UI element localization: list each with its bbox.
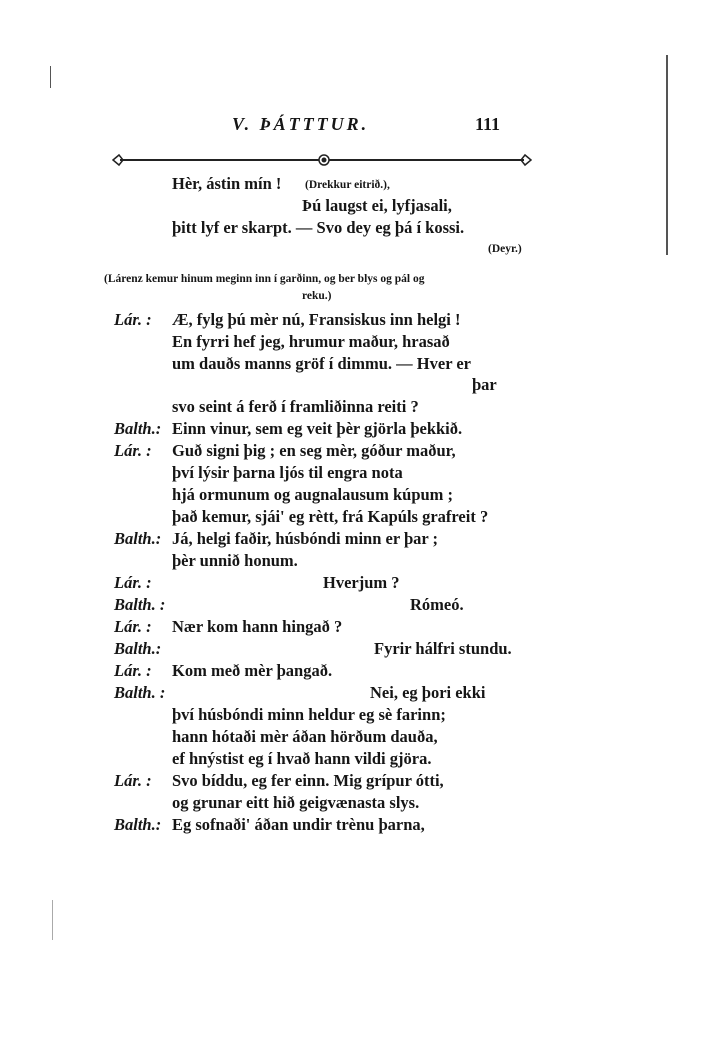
verse-line: Eg sofnaði' áðan undir trènu þarna, <box>172 815 425 834</box>
speaker-label: Lár. : <box>114 573 152 592</box>
speaker-label: Lár. : <box>114 771 152 790</box>
verse-line: Hverjum ? <box>323 573 400 592</box>
verse-line: Nær kom hann hingað ? <box>172 617 343 636</box>
verse-line: því húsbóndi minn heldur eg sè farinn; <box>172 705 446 724</box>
stage-direction: (Drekkur eitrið.), <box>305 179 390 191</box>
verse-line: Nei, eg þori ekki <box>370 683 486 702</box>
speaker-label: Balth.: <box>114 815 162 834</box>
speaker-label: Lár. : <box>114 617 152 636</box>
verse-line: og grunar eitt hið geigvænasta slys. <box>172 793 420 812</box>
verse-line: Þú laugst ei, lyfjasali, <box>302 196 452 215</box>
scan-mark-left-bottom <box>52 900 53 940</box>
verse-line: Hèr, ástin mín ! <box>172 174 282 193</box>
verse-line: hann hótaði mèr áðan hörðum dauða, <box>172 727 438 746</box>
speaker-label: Balth. : <box>114 683 166 702</box>
verse-line: Einn vinur, sem eg veit þèr gjörla þekkið. <box>172 419 463 438</box>
verse-line: Kom með mèr þangað. <box>172 661 333 680</box>
verse-line: Guð signi þig ; en seg mèr, góður maður, <box>172 441 456 460</box>
verse-line: þar <box>472 375 497 394</box>
speaker-label: Lár. : <box>114 661 152 680</box>
ornamental-rule <box>112 152 532 168</box>
verse-line: svo seint á ferð í framliðinna reiti ? <box>172 397 419 416</box>
verse-line: Rómeó. <box>410 595 464 614</box>
verse-line: Já, helgi faðir, húsbóndi minn er þar ; <box>172 529 439 548</box>
speaker-label: Lár. : <box>114 310 152 329</box>
verse-line: það kemur, sjái' eg rètt, frá Kapúls grafreit ? <box>172 507 489 526</box>
running-header: V. ÞÁTTTUR. <box>232 114 370 134</box>
verse-line: hjá ormunum og augnalausum kúpum ; <box>172 485 454 504</box>
verse-line: ef hnýstist eg í hvað hann vildi gjöra. <box>172 749 432 768</box>
verse-line: Svo bíddu, eg fer einn. Mig grípur ótti, <box>172 771 444 790</box>
verse-line: þèr unnið honum. <box>172 551 298 570</box>
speaker-label: Balth.: <box>114 529 162 548</box>
scan-mark-right <box>666 55 668 255</box>
page-number: 111 <box>475 114 501 134</box>
stage-direction: (Deyr.) <box>488 243 522 255</box>
verse-line: Fyrir hálfri stundu. <box>374 639 512 658</box>
stage-direction: reku.) <box>302 290 332 302</box>
speaker-label: Balth.: <box>114 639 162 658</box>
speaker-label: Balth. : <box>114 595 166 614</box>
stage-direction: (Lárenz kemur hinum meginn inn í garðinn, og ber blys og pál og <box>104 273 425 285</box>
verse-line: því lýsir þarna ljós til engra nota <box>172 463 403 482</box>
speaker-label: Lár. : <box>114 441 152 460</box>
scan-mark-left <box>50 66 51 88</box>
verse-line: þitt lyf er skarpt. — Svo dey eg þá í kossi. <box>172 218 465 237</box>
verse-line: um dauðs manns gröf í dimmu. — Hver er <box>172 354 471 373</box>
verse-line: En fyrri hef jeg, hrumur maður, hrasað <box>172 332 450 351</box>
speaker-label: Balth.: <box>114 419 162 438</box>
verse-line: Æ, fylg þú mèr nú, Fransiskus inn helgi ! <box>172 310 461 329</box>
